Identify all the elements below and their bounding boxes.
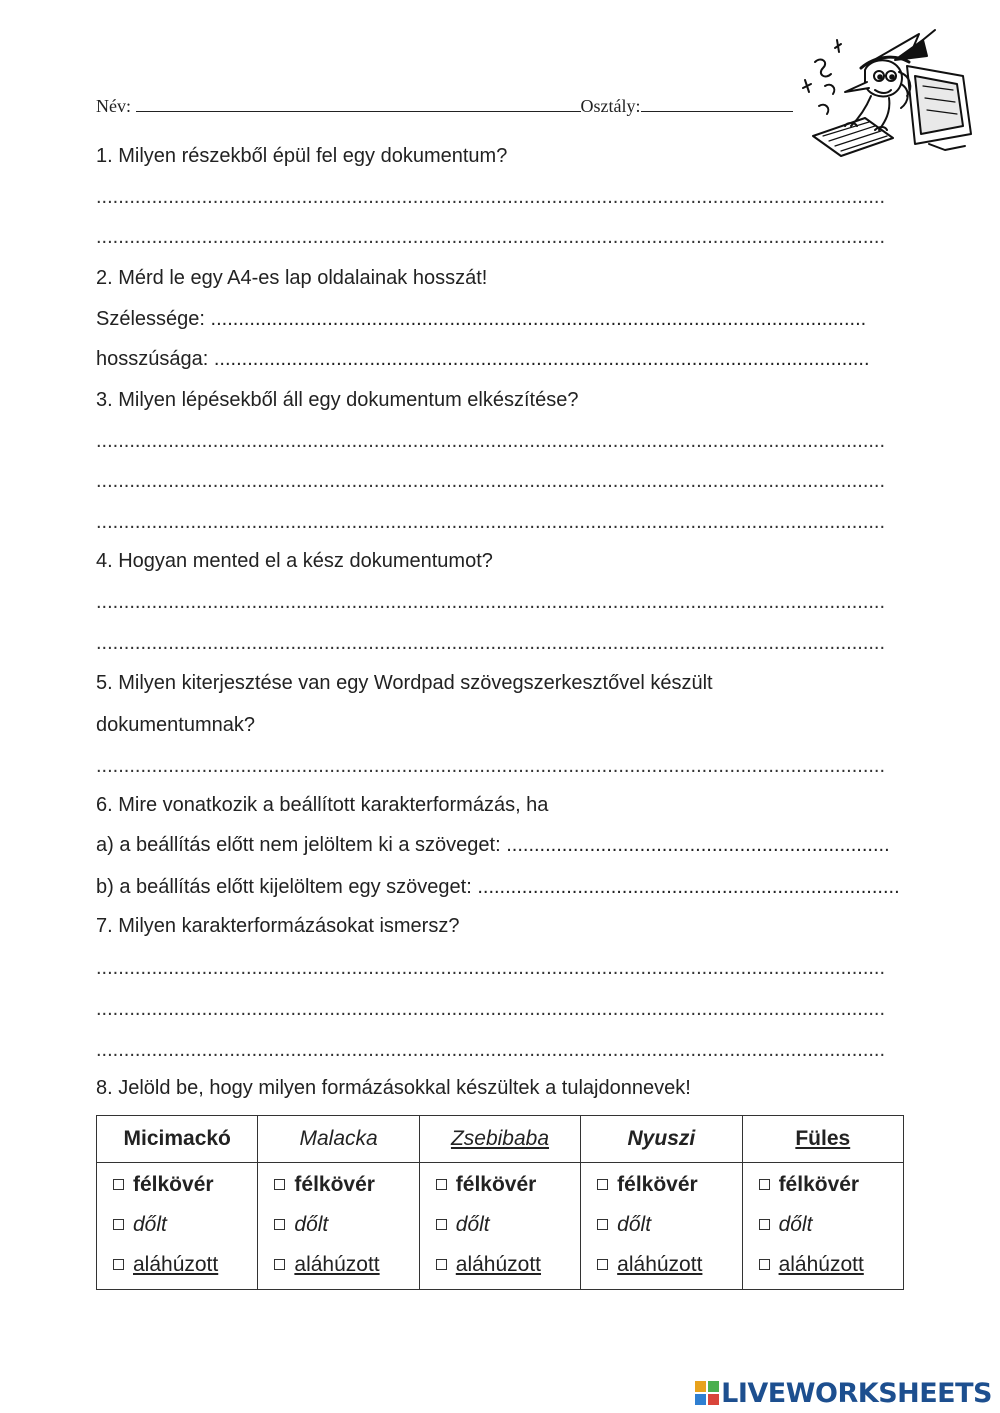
width-label: Szélessége: bbox=[96, 308, 205, 330]
options-micimacko bbox=[97, 1163, 258, 1290]
answer-line[interactable]: .............................................................................................................................................. bbox=[96, 632, 886, 654]
liveworksheets-logo[interactable] bbox=[695, 1378, 992, 1409]
header-nyuszi: Nyuszi bbox=[581, 1116, 742, 1163]
formatting-table bbox=[96, 1115, 904, 1290]
question-5-line-1: 5. Milyen kiterjesztése van egy Wordpad szövegszerkesztővel készült bbox=[96, 672, 713, 694]
header-malacka: Malacka bbox=[258, 1116, 419, 1163]
option-italic[interactable]: dőlt bbox=[436, 1205, 580, 1245]
answer-line[interactable]: .............................................................................................................................................. bbox=[96, 511, 886, 533]
table-options-row bbox=[97, 1163, 904, 1290]
checkbox-icon[interactable] bbox=[274, 1259, 285, 1270]
logo-text: LIVEWORKSHEETS bbox=[721, 1378, 992, 1409]
options-zsebibaba bbox=[419, 1163, 580, 1290]
question-6a: a) a beállítás előtt nem jelöltem ki a szöveget: bbox=[96, 834, 501, 856]
checkbox-icon[interactable] bbox=[274, 1219, 285, 1230]
student-info-header bbox=[96, 96, 793, 117]
question-6: 6. Mire vonatkozik a beállított karakterformázás, ha bbox=[96, 794, 549, 816]
options-fules bbox=[742, 1163, 903, 1290]
option-underline[interactable]: aláhúzott bbox=[436, 1245, 580, 1285]
question-6b: b) a beállítás előtt kijelöltem egy szöveget: bbox=[96, 876, 472, 898]
answer-line[interactable]: .............................................................................................................................................. bbox=[96, 755, 886, 777]
checkbox-icon[interactable] bbox=[113, 1179, 124, 1190]
name-field[interactable] bbox=[136, 97, 581, 112]
question-4: 4. Hogyan mented el a kész dokumentumot? bbox=[96, 550, 493, 572]
answer-line[interactable]: .............................................................................................................................................. bbox=[96, 226, 886, 248]
checkbox-icon[interactable] bbox=[436, 1179, 447, 1190]
option-underline[interactable]: aláhúzott bbox=[597, 1245, 741, 1285]
question-7: 7. Milyen karakterformázásokat ismersz? bbox=[96, 915, 460, 937]
option-italic[interactable]: dőlt bbox=[274, 1205, 418, 1245]
question-2: 2. Mérd le egy A4-es lap oldalainak hosszát! bbox=[96, 267, 488, 289]
option-bold[interactable]: félkövér bbox=[436, 1165, 580, 1205]
table-header-row bbox=[97, 1116, 904, 1163]
checkbox-icon[interactable] bbox=[113, 1219, 124, 1230]
question-6b-row bbox=[96, 876, 900, 899]
liveworksheets-logo-icon bbox=[695, 1381, 719, 1405]
class-label: Osztály: bbox=[580, 96, 641, 116]
option-italic[interactable]: dőlt bbox=[113, 1205, 257, 1245]
option-bold[interactable]: félkövér bbox=[274, 1165, 418, 1205]
checkbox-icon[interactable] bbox=[597, 1259, 608, 1270]
length-row bbox=[96, 348, 870, 371]
option-bold[interactable]: félkövér bbox=[113, 1165, 257, 1205]
option-italic[interactable]: dőlt bbox=[759, 1205, 903, 1245]
option-bold[interactable]: félkövér bbox=[759, 1165, 903, 1205]
checkbox-icon[interactable] bbox=[113, 1259, 124, 1270]
option-bold[interactable]: félkövér bbox=[597, 1165, 741, 1205]
header-zsebibaba: Zsebibaba bbox=[419, 1116, 580, 1163]
question-8: 8. Jelöld be, hogy milyen formázásokkal készültek a tulajdonnevek! bbox=[96, 1077, 691, 1099]
answer-line[interactable]: .............................................................................................................................................. bbox=[96, 591, 886, 613]
question-3: 3. Milyen lépésekből áll egy dokumentum elkészítése? bbox=[96, 389, 579, 411]
checkbox-icon[interactable] bbox=[436, 1259, 447, 1270]
option-italic[interactable]: dőlt bbox=[597, 1205, 741, 1245]
header-micimacko: Micimackó bbox=[97, 1116, 258, 1163]
checkbox-icon[interactable] bbox=[759, 1259, 770, 1270]
header-fules: Füles bbox=[742, 1116, 903, 1163]
answer-line[interactable]: .............................................................................................................................................. bbox=[96, 957, 886, 979]
length-answer-line[interactable]: ...................................................................................................................... bbox=[213, 348, 870, 370]
answer-line[interactable]: .............................................................................................................................................. bbox=[96, 186, 886, 208]
answer-line[interactable]: .............................................................................................................................................. bbox=[96, 430, 886, 452]
length-label: hosszúsága: bbox=[96, 348, 209, 370]
name-label: Név: bbox=[96, 96, 131, 116]
q6a-answer-line[interactable]: ..................................................................... bbox=[506, 834, 890, 856]
options-nyuszi bbox=[581, 1163, 742, 1290]
checkbox-icon[interactable] bbox=[436, 1219, 447, 1230]
option-underline[interactable]: aláhúzott bbox=[113, 1245, 257, 1285]
option-underline[interactable]: aláhúzott bbox=[759, 1245, 903, 1285]
question-6a-row bbox=[96, 834, 890, 857]
checkbox-icon[interactable] bbox=[597, 1219, 608, 1230]
width-row bbox=[96, 308, 867, 331]
class-field[interactable] bbox=[641, 97, 793, 112]
question-5-line-2: dokumentumnak? bbox=[96, 714, 255, 736]
width-answer-line[interactable]: ...................................................................................................................... bbox=[210, 308, 867, 330]
answer-line[interactable]: .............................................................................................................................................. bbox=[96, 998, 886, 1020]
question-1: 1. Milyen részekből épül fel egy dokumentum? bbox=[96, 145, 508, 167]
q6b-answer-line[interactable]: ............................................................................ bbox=[477, 876, 900, 898]
answer-line[interactable]: .............................................................................................................................................. bbox=[96, 470, 886, 492]
checkbox-icon[interactable] bbox=[759, 1219, 770, 1230]
options-malacka bbox=[258, 1163, 419, 1290]
witch-computer-illustration bbox=[795, 26, 977, 158]
checkbox-icon[interactable] bbox=[274, 1179, 285, 1190]
answer-line[interactable]: .............................................................................................................................................. bbox=[96, 1039, 886, 1061]
checkbox-icon[interactable] bbox=[759, 1179, 770, 1190]
checkbox-icon[interactable] bbox=[597, 1179, 608, 1190]
option-underline[interactable]: aláhúzott bbox=[274, 1245, 418, 1285]
